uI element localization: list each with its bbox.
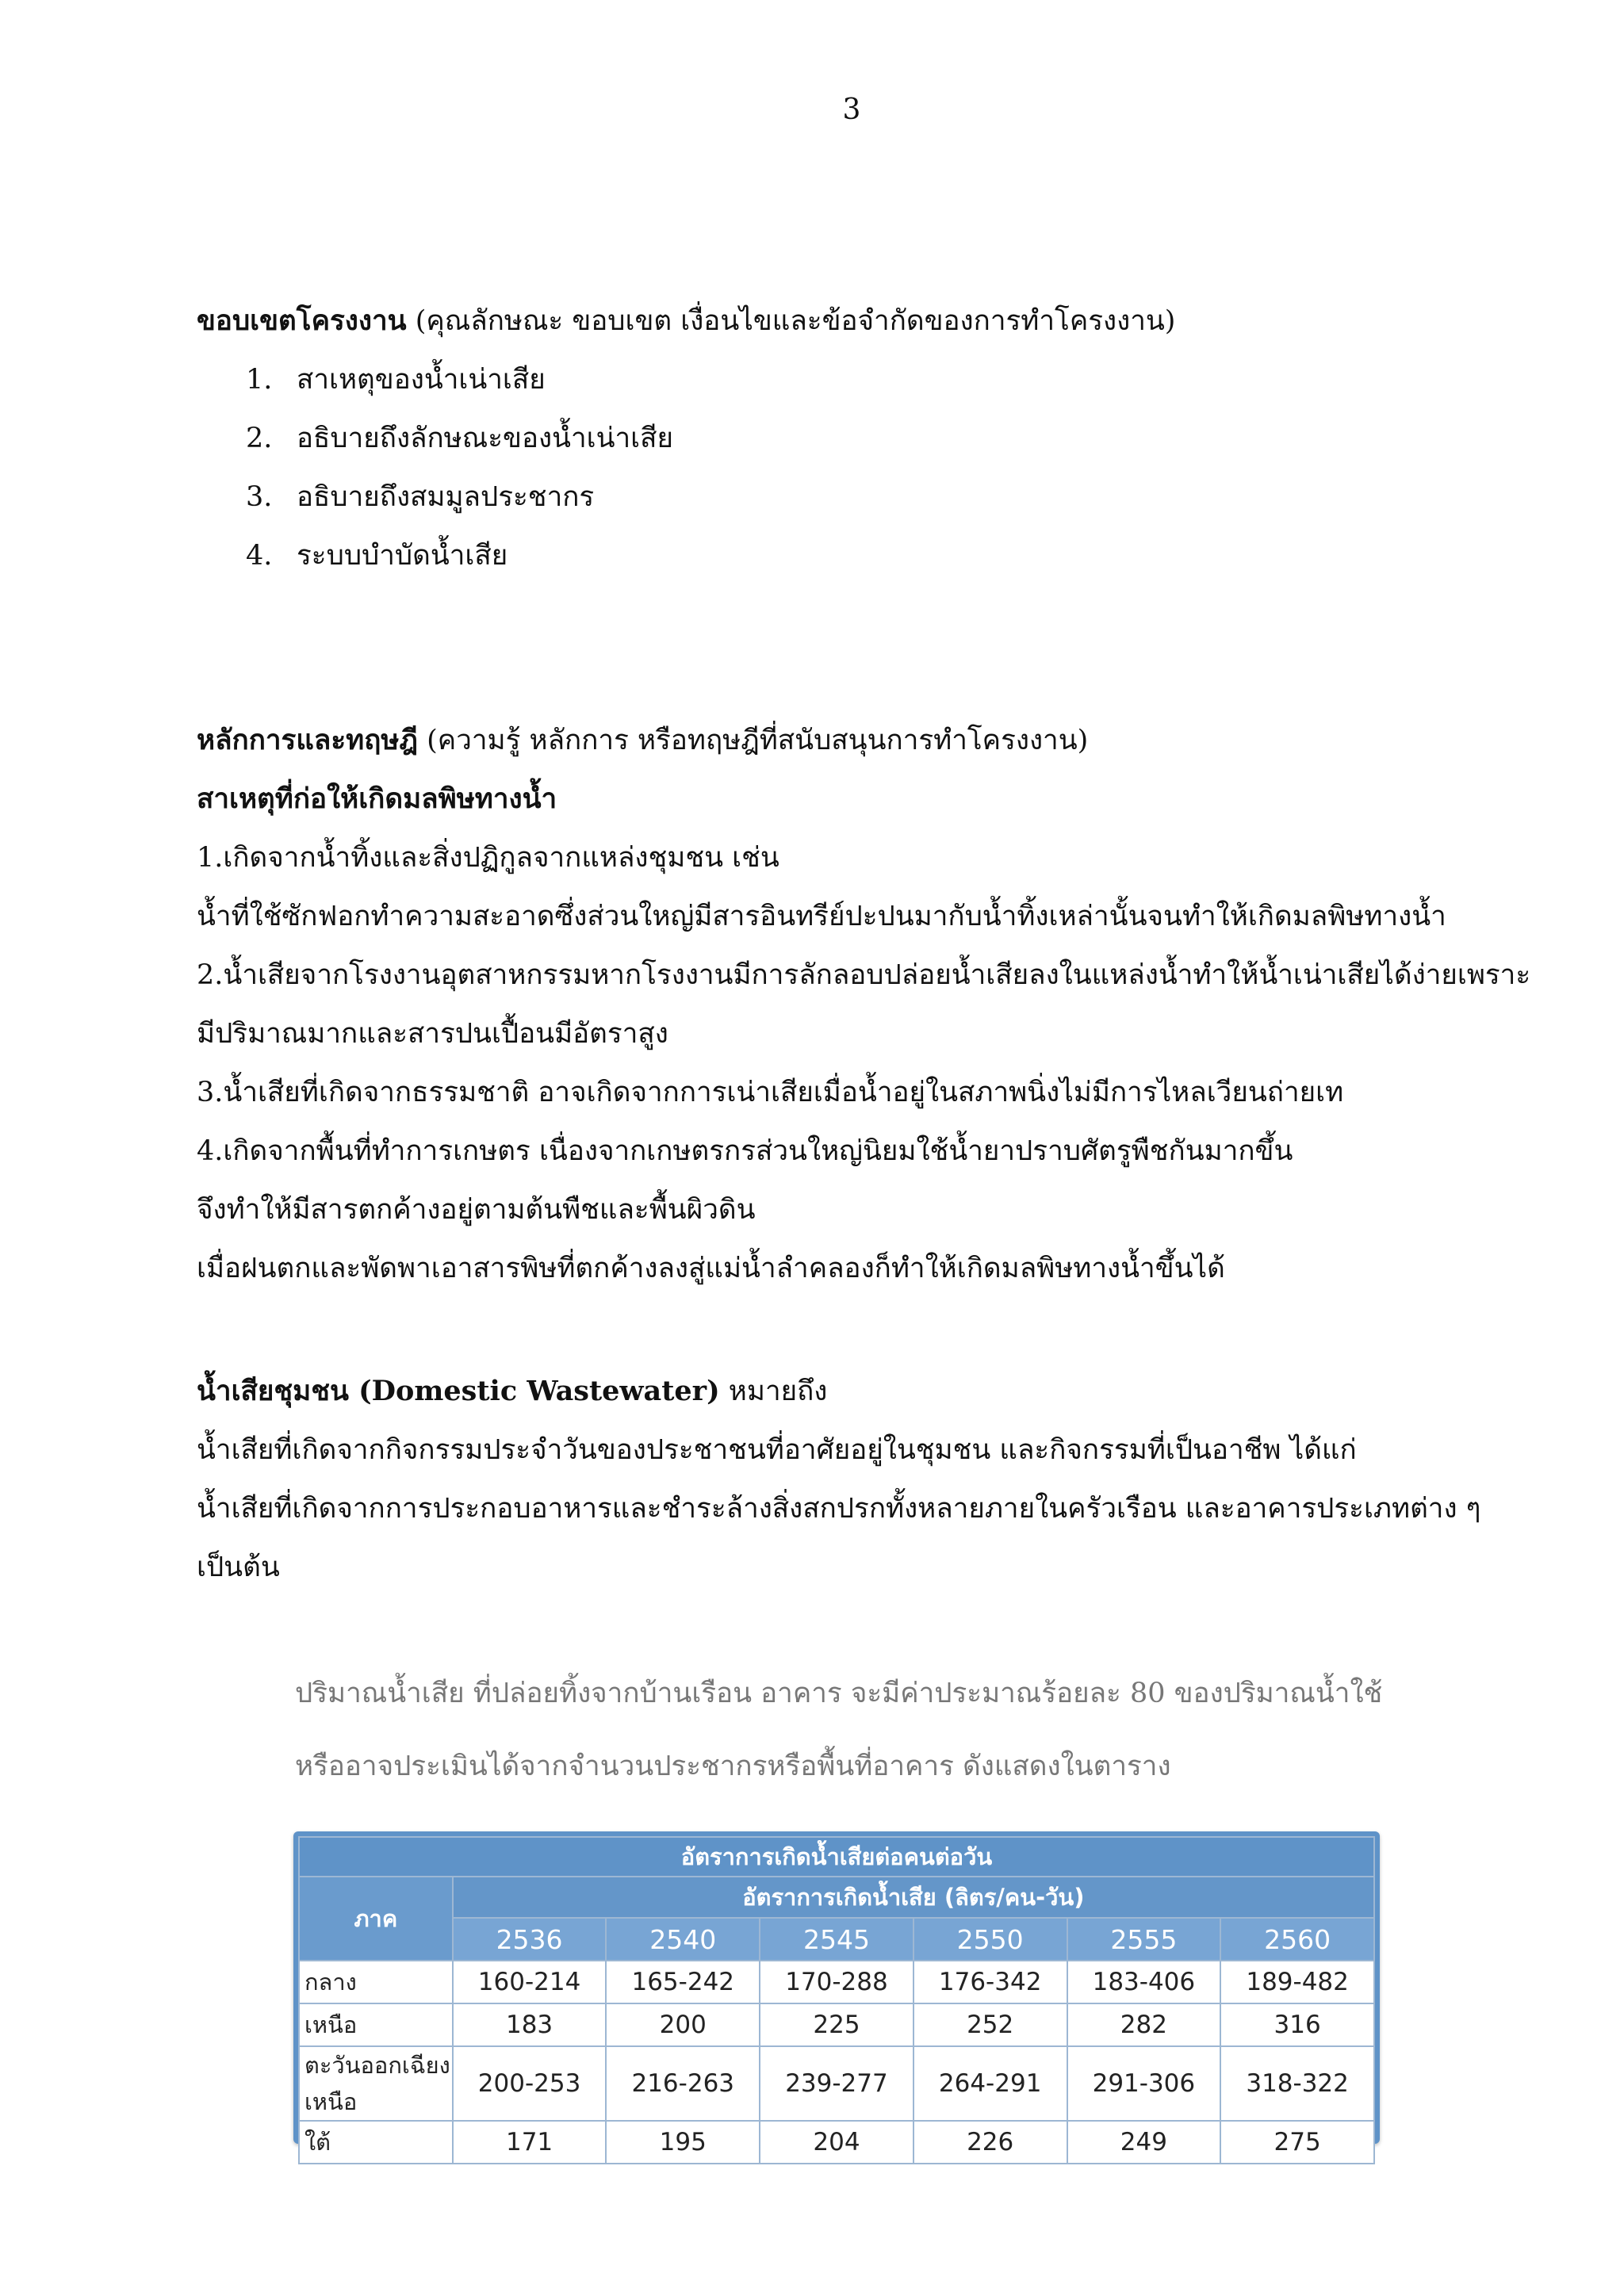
rate-cell: 195	[606, 2121, 760, 2164]
rate-cell: 239-277	[760, 2046, 914, 2121]
rate-cell: 189-482	[1220, 1961, 1374, 2003]
wastewater-rate-table	[298, 1836, 1375, 2164]
rate-cell: 226	[914, 2121, 1067, 2164]
year-header: 2536	[453, 1918, 607, 1961]
scope-section	[197, 292, 1497, 585]
quoted-note	[295, 1657, 1382, 1803]
paragraph-line: 3.น้ำเสียที่เกิดจากธรรมชาติ อาจเกิดจากการเน่าเสียเมื่อน้ำอยู่ในสภาพนิ่งไม่มีการไหลเวียนถ่ายเท	[197, 1077, 1344, 1108]
principles-section	[197, 711, 1531, 1298]
rate-cell: 318-322	[1220, 2046, 1374, 2121]
quoted-note-line: ปริมาณน้ำเสีย ที่ปล่อยทิ้งจากบ้านเรือน อาคาร จะมีค่าประมาณร้อยละ 80 ของปริมาณน้ำใช้	[295, 1678, 1383, 1709]
rate-cell: 183	[453, 2003, 607, 2046]
scope-description: (คุณลักษณะ ขอบเขต เงื่อนไขและข้อจำกัดของการทำโครงงาน)	[415, 305, 1176, 337]
page-number: 3	[842, 94, 861, 126]
region-cell: เหนือ	[299, 2003, 453, 2046]
rate-cell: 249	[1067, 2121, 1221, 2164]
paragraph-line: เมื่อฝนตกและพัดพาเอาสารพิษที่ตกค้างลงสู่แม่น้ำลำคลองก็ทำให้เกิดมลพิษทางน้ำขึ้นได้	[197, 1253, 1225, 1284]
year-header: 2560	[1220, 1918, 1374, 1961]
paragraph-line: จึงทำให้มีสารตกค้างอยู่ตามต้นพืชและพื้นผิวดิน	[197, 1194, 756, 1226]
domestic-heading: น้ำเสียชุมชน (Domestic Wastewater)	[197, 1375, 720, 1407]
table-row	[299, 2003, 1374, 2046]
principles-heading: หลักการและทฤษฎี	[197, 724, 418, 756]
region-cell: ใต้	[299, 2121, 453, 2164]
rate-cell: 165-242	[606, 1961, 760, 2003]
paragraph-line: มีปริมาณมากและสารปนเปื้อนมีอัตราสูง	[197, 1018, 668, 1050]
rate-cell: 200-253	[453, 2046, 607, 2121]
domestic-heading-line: น้ำเสียชุมชน (Domestic Wastewater) หมายถึง	[197, 1375, 828, 1407]
paragraph-line: น้ำเสียที่เกิดจากกิจกรรมประจำวันของประชาชนที่อาศัยอยู่ในชุมชน และกิจกรรมที่เป็นอาชีพ ได้แก่	[197, 1434, 1357, 1466]
paragraph-line: 2.น้ำเสียจากโรงงานอุตสาหกรรมหากโรงงานมีการลักลอบปล่อยน้ำเสียลงในแหล่งน้ำทำให้น้ำเน่าเสียได้ง่ายเพราะ	[197, 959, 1531, 991]
rate-cell: 204	[760, 2121, 914, 2164]
rate-cell: 171	[453, 2121, 607, 2164]
principles-heading-line	[197, 711, 1497, 770]
table-row	[299, 2046, 1374, 2121]
rate-cell: 176-342	[914, 1961, 1067, 2003]
scope-heading-line	[197, 292, 1497, 350]
year-header-row	[299, 1918, 1374, 1961]
scope-list-item: 1. สาเหตุของน้ำเน่าเสีย	[246, 364, 546, 396]
quoted-note-line: หรืออาจประเมินได้จากจำนวนประชากรหรือพื้นที่อาคาร ดังแสดงในตาราง	[295, 1751, 1171, 1782]
rate-cell: 252	[914, 2003, 1067, 2046]
rate-cell: 264-291	[914, 2046, 1067, 2121]
paragraph-line: น้ำเสียที่เกิดจากการประกอบอาหารและชำระล้างสิ่งสกปรกทั้งหลายภายในครัวเรือน และอาคารประเภทต่าง ๆ	[197, 1493, 1481, 1525]
rate-cell: 200	[606, 2003, 760, 2046]
scope-list-item: 3. อธิบายถึงสมมูลประชากร	[246, 481, 595, 513]
table-row	[299, 1961, 1374, 2003]
rate-cell: 170-288	[760, 1961, 914, 2003]
wastewater-rate-table-image	[293, 1831, 1380, 2156]
scope-heading: ขอบเขตโครงงาน	[197, 304, 407, 337]
rate-cell: 275	[1220, 2121, 1374, 2164]
scope-list-item: 4. ระบบบำบัดน้ำเสีย	[246, 540, 508, 572]
rate-cell: 183-406	[1067, 1961, 1221, 2003]
rate-cell: 282	[1067, 2003, 1221, 2046]
paragraph-line: 1.เกิดจากน้ำทิ้งและสิ่งปฏิกูลจากแหล่งชุมชน เช่น	[197, 842, 779, 874]
table-row	[299, 2121, 1374, 2164]
causes-subheading: สาเหตุที่ก่อให้เกิดมลพิษทางน้ำ	[197, 783, 557, 815]
rate-cell: 225	[760, 2003, 914, 2046]
year-header: 2545	[760, 1918, 914, 1961]
region-cell: ตะวันออกเฉียงเหนือ	[299, 2046, 453, 2121]
region-column-header: ภาค	[299, 1877, 453, 1961]
principles-description: (ความรู้ หลักการ หรือทฤษฎีที่สนับสนุนการทำโครงงาน)	[427, 725, 1089, 756]
rate-cell: 160-214	[453, 1961, 607, 2003]
region-cell: กลาง	[299, 1961, 453, 2003]
scope-list-item: 2. อธิบายถึงลักษณะของน้ำเน่าเสีย	[246, 423, 674, 454]
year-header: 2555	[1067, 1918, 1221, 1961]
rate-cell: 291-306	[1067, 2046, 1221, 2121]
table-title: อัตราการเกิดน้ำเสียต่อคนต่อวัน	[299, 1837, 1374, 1877]
rate-cell: 216-263	[606, 2046, 760, 2121]
rate-cell: 316	[1220, 2003, 1374, 2046]
paragraph-line: เป็นต้น	[197, 1552, 280, 1583]
domestic-wastewater-section	[197, 1362, 1497, 1597]
paragraph-line: น้ำที่ใช้ซักฟอกทำความสะอาดซึ่งส่วนใหญ่มีสารอินทรีย์ปะปนมากับน้ำทิ้งเหล่านั้นจนทำให้เกิดมลพิษทางน้ำ	[197, 901, 1446, 932]
year-header: 2540	[606, 1918, 760, 1961]
paragraph-line: 4.เกิดจากพื้นที่ทำการเกษตร เนื่องจากเกษตรกรส่วนใหญ่นิยมใช้น้ำยาปราบศัตรูพืชกันมากขึ้น	[197, 1135, 1293, 1167]
year-header: 2550	[914, 1918, 1067, 1961]
rate-column-header: อัตราการเกิดน้ำเสีย (ลิตร/คน-วัน)	[453, 1877, 1374, 1918]
